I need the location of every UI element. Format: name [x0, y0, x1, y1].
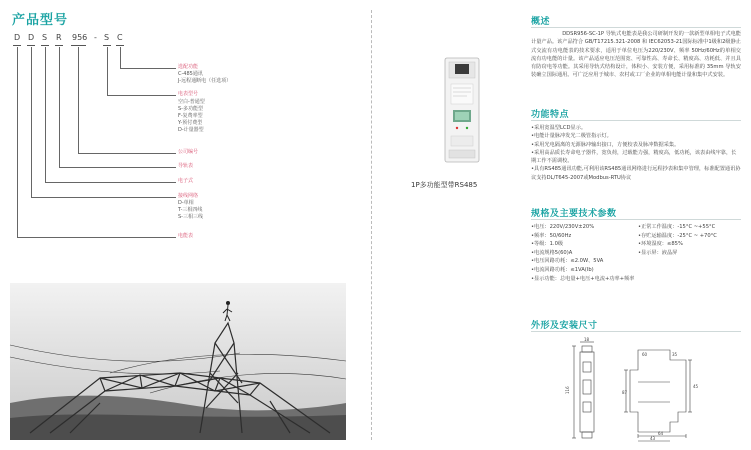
dim-label: 18: [584, 337, 590, 342]
dim-label: 35: [672, 352, 678, 357]
feature-item: •采用宽温型LCD显示。: [531, 125, 587, 131]
features-title: 功能特点: [531, 110, 570, 120]
specs-left-column: [531, 223, 636, 283]
page-divider: [371, 10, 372, 440]
dim-label: 60: [642, 352, 648, 357]
spec-item: •电流回路功耗：≤1VA(Ib): [531, 266, 594, 273]
code-underline: [71, 45, 86, 46]
specs-title: 规格及主要技术参数: [531, 209, 617, 219]
dim-label: 43: [650, 436, 656, 441]
spec-item: •电压回路功耗：≤2.0W、5VA: [531, 258, 604, 265]
tree-item: D-计量器型: [178, 127, 204, 133]
spec-item: •环境湿度：≤85%: [638, 241, 683, 248]
code-char: C: [117, 33, 123, 42]
spec-item: •显示屏：液晶屏: [638, 249, 678, 256]
code-char: S: [104, 33, 110, 42]
tree-line: [78, 153, 176, 154]
feature-item: •具有RS485通讯功能,可利用该RS485通讯网络进行远程抄表和集中管理，标准配置通讯协议支持DL/T645-2007或Modbus-RTU协议: [531, 166, 741, 181]
tree-item: J-远程通断电（任选项）: [178, 78, 232, 84]
code-underline: [41, 45, 49, 46]
tree-item: 空白-普通型: [178, 99, 205, 105]
dim-label: 64: [658, 431, 664, 436]
tree-head-wiring: 接线网络: [178, 193, 199, 199]
tree-line: [59, 167, 176, 168]
section-rule: [531, 120, 741, 121]
side-view-drawing: [620, 342, 715, 442]
dim-label: 116: [565, 386, 570, 394]
dimensions-title: 外形及安装尺寸: [531, 321, 598, 331]
code-char: -: [94, 33, 97, 42]
dim-label: 45: [693, 384, 699, 389]
code-underline: [103, 45, 111, 46]
spec-item: •正常工作温度：-15°C ~+55°C: [638, 224, 716, 230]
tree-item: S-三相三线: [178, 214, 203, 220]
tree-line: [120, 68, 176, 69]
tree-item: D-单相: [178, 200, 194, 206]
page-title: 产品型号: [12, 13, 69, 28]
code-char: D: [14, 33, 21, 42]
tree-head-company: 公司编号: [178, 149, 199, 155]
tree-line: [107, 95, 176, 96]
code-underline: [55, 45, 63, 46]
tree-line: [59, 47, 60, 167]
spec-item: •存贮运输温度：-25°C ~ +70°C: [638, 232, 717, 239]
code-char: S: [42, 33, 48, 42]
tree-item: Y-预付费型: [178, 120, 203, 126]
tree-line: [45, 47, 46, 182]
tree-line: [107, 47, 108, 95]
overview-text: DDSR956-SC-1P 导轨式电能表是我公司研制开发的一款新型单相电子式电能计量产品。该产品符合 GB/T17215.321-2008 和 IEC62053-21国际标准中1级和2级静止式交流有功电能表的技术要求，适用于单位电压为220/230V、频率 50Hz/60Hz的单相交流有功电能的计量。该产品适应电压范围宽、可靠性高、寿命长、精度高、功耗低、并且具有防窃电等功能。其采用导轨式结构设计，体积小、安装方便，采用标准的 35mm 导轨安装确立国际通用。可广泛应用于城市、农村或工厂企业的单相电能计量和集中式安装。: [531, 31, 741, 79]
tree-head-electrical: 电表型号: [178, 91, 199, 97]
spec-item: •电流规格5(60)A: [531, 249, 573, 256]
tree-item: F-复费率型: [178, 113, 203, 119]
code-underline: [116, 45, 124, 46]
spec-item: •显示功能：总电量+电压+电流+功率+频率: [531, 275, 635, 282]
tree-line: [31, 197, 176, 198]
tree-line: [78, 47, 79, 153]
meter-product-image: [443, 58, 481, 162]
code-underline: [27, 45, 35, 46]
tower-photo: [10, 283, 346, 440]
spec-item: •电压：220V/230V±20%: [531, 224, 595, 230]
features-list: [531, 124, 741, 182]
tree-head-guide: 导轨表: [178, 163, 194, 169]
specs-right-column: [638, 223, 743, 257]
feature-item: •采用高品质长寿命电子器件，宽负荷，过载能力强，精度高，低功耗，该表由线牢靠，长期工作不需调校。: [531, 149, 737, 165]
code-char: D: [28, 33, 35, 42]
tree-head-electronic: 电子式: [178, 178, 194, 184]
feature-item: •电能计量脉冲发光二极管指示灯。: [531, 133, 612, 140]
dim-label: 87: [622, 390, 628, 395]
tree-item: C-485通讯: [178, 71, 203, 77]
tower-photo-illustration: [10, 283, 346, 440]
spec-item: •等级：1.0级: [531, 241, 564, 248]
overview-title: 概述: [531, 17, 551, 27]
code-char: R: [56, 33, 62, 42]
spec-item: •频率：50/60Hz: [531, 232, 572, 239]
front-view-drawing: [565, 337, 606, 442]
product-caption: 1P多功能型带RS485: [411, 181, 478, 189]
tree-line: [120, 47, 121, 68]
tree-line: [17, 237, 176, 238]
tree-item: S-多功能型: [178, 106, 203, 112]
code-char: 956: [72, 33, 88, 42]
tree-line: [31, 47, 32, 197]
tree-head-selection: 选配功能: [178, 64, 199, 70]
tree-line: [45, 182, 176, 183]
tree-line: [17, 47, 18, 237]
section-rule: [531, 27, 741, 28]
tree-head-meter: 电能表: [178, 233, 194, 239]
tree-item: T-三相四线: [178, 207, 203, 213]
feature-item: •采用光电隔离的无源脉冲输出接口，方便校表及脉冲数据采集。: [531, 141, 680, 148]
section-rule: [531, 219, 741, 220]
code-underline: [13, 45, 21, 46]
section-rule: [531, 331, 741, 332]
